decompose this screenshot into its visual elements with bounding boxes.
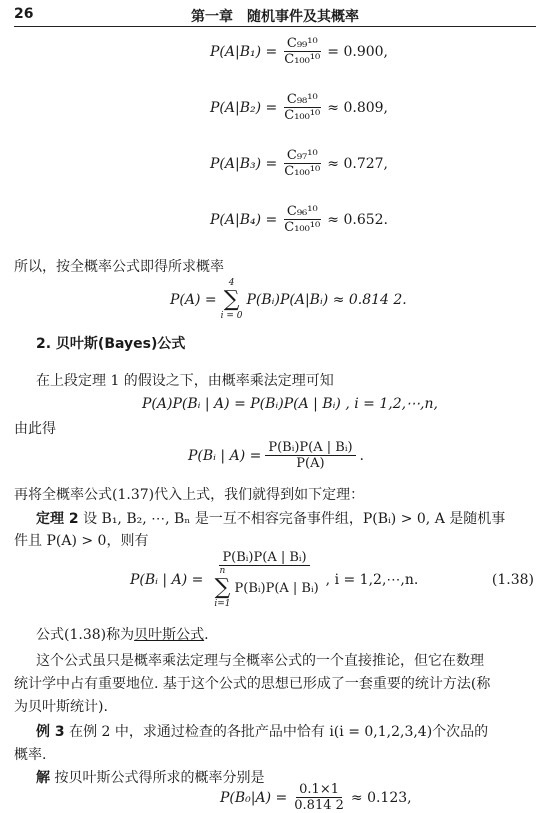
numerator: P(Bᵢ)P(A | Bᵢ) xyxy=(265,440,355,456)
denominator: C₁₀₀¹⁰ xyxy=(284,220,321,235)
equation-lhs: P(A|B₄) = xyxy=(210,211,278,228)
equation-rhs: P(Bᵢ)P(A|Bᵢ) ≈ 0.814 2. xyxy=(246,292,407,308)
equation-pab3 xyxy=(210,148,388,179)
equation-total-probability xyxy=(170,278,407,322)
equation-lhs: P(B₀|A) = xyxy=(220,789,288,806)
example-label: 例 3 xyxy=(36,724,65,740)
denominator: P(A) xyxy=(296,456,325,471)
fraction xyxy=(281,36,323,67)
numerator: C₉₇¹⁰ xyxy=(284,148,321,164)
sum-upper-limit: n xyxy=(219,566,226,576)
denominator: C₁₀₀¹⁰ xyxy=(284,164,321,179)
numerator: C₉₈¹⁰ xyxy=(284,92,321,108)
sigma-symbol: ∑ xyxy=(223,287,240,312)
section-heading: 2. 贝叶斯(Bayes)公式 xyxy=(36,336,186,352)
header-rule xyxy=(14,26,536,27)
summation xyxy=(221,278,243,322)
page-number: 26 xyxy=(14,6,34,22)
equation-result: ≈ 0.727, xyxy=(327,155,388,172)
example-line-2: 概率. xyxy=(14,747,47,763)
theorem-line-1 xyxy=(36,510,505,528)
fraction xyxy=(281,204,323,235)
equation-result: = 0.900, xyxy=(327,43,388,60)
formula-name-line xyxy=(36,626,209,644)
example-text: 在例 2 中，求通过检查的各批产品中恰有 i(i = 0,1,2,3,4)个次品的 xyxy=(69,724,489,740)
numerator: P(Bᵢ)P(A | Bᵢ) xyxy=(219,550,309,566)
sigma-symbol: ∑ xyxy=(214,575,231,600)
fraction xyxy=(265,440,355,471)
equation-pab4 xyxy=(210,204,388,235)
formula-name-suffix: . xyxy=(204,627,209,643)
text-hence: 由此得 xyxy=(14,421,56,437)
equation-tail: , i = 1,2,⋯,n. xyxy=(325,572,419,588)
fraction xyxy=(281,92,323,123)
numerator: C₉₉¹⁰ xyxy=(284,36,321,52)
denominator: 0.814 2 xyxy=(294,798,344,813)
formula-name-term: 贝叶斯公式 xyxy=(134,627,205,643)
solution-text: 按贝叶斯公式得所求的概率分别是 xyxy=(54,770,265,786)
page-header xyxy=(14,4,536,26)
numerator: 0.1×1 xyxy=(296,782,342,798)
fraction xyxy=(281,148,323,179)
equation-pb0 xyxy=(220,782,412,813)
example-line-1 xyxy=(36,723,488,741)
theorem-label: 定理 2 xyxy=(36,511,79,527)
equation-bayes-formula xyxy=(130,550,550,610)
theorem-line-2: 件且 P(A) > 0，则有 xyxy=(14,533,149,549)
theorem-text: 设 B₁, B₂, ⋯, Bₙ 是一互不相容完备事件组，P(Bᵢ) > 0, A 是随机事 xyxy=(83,511,506,527)
equation-lhs: P(A|B₂) = xyxy=(210,99,278,116)
equation-result: ≈ 0.809, xyxy=(327,99,388,116)
fraction xyxy=(291,782,347,813)
text-total-prob-intro: 所以，按全概率公式即得所求概率 xyxy=(14,259,224,275)
equation-lhs: P(A) = xyxy=(170,292,217,308)
denominator: C₁₀₀¹⁰ xyxy=(284,52,321,67)
summation xyxy=(214,566,230,610)
equation-lhs: P(Bᵢ | A) = xyxy=(188,447,262,464)
equation-lhs: P(Bᵢ | A) = xyxy=(130,572,204,588)
numerator: C₉₆¹⁰ xyxy=(284,204,321,220)
fraction xyxy=(207,550,321,610)
text-substitute: 再将全概率公式(1.37)代入上式，我们就得到如下定理： xyxy=(14,487,365,503)
equation-lhs: P(A|B₃) = xyxy=(210,155,278,172)
text-intro-product: 在上段定理 1 的假设之下，由概率乘法定理可知 xyxy=(36,373,334,389)
equation-pab2 xyxy=(210,92,388,123)
sum-upper-limit: 4 xyxy=(228,278,235,288)
equation-bayes-simple xyxy=(188,440,364,471)
paragraph-line-3: 为贝叶斯统计). xyxy=(14,699,108,715)
equation-product: P(A)P(Bᵢ | A) = P(Bᵢ)P(A | Bᵢ) , i = 1,2,⋯,n, xyxy=(142,396,438,412)
denominator: C₁₀₀¹⁰ xyxy=(284,108,321,123)
equation-lhs: P(A|B₁) = xyxy=(210,43,278,60)
denominator xyxy=(207,566,321,610)
chapter-title: 第一章 随机事件及其概率 xyxy=(191,9,359,25)
equation-tail: . xyxy=(359,447,364,464)
equation-result: ≈ 0.123, xyxy=(350,789,412,806)
paragraph-line-2: 统计学中占有重要地位. 基于这个公式的思想已形成了一套重要的统计方法(称 xyxy=(14,676,491,692)
denominator-term: P(Bᵢ)P(A | Bᵢ) xyxy=(234,580,319,596)
formula-name-prefix: 公式(1.38)称为 xyxy=(36,627,135,643)
solution-label: 解 xyxy=(36,770,50,786)
equation-pab1 xyxy=(210,36,388,67)
sum-lower-limit: i=1 xyxy=(214,599,231,609)
equation-result: ≈ 0.652. xyxy=(327,211,388,228)
equation-number: (1.38) xyxy=(491,572,534,588)
sum-lower-limit: i = 0 xyxy=(220,311,243,321)
paragraph-line-1: 这个公式虽只是概率乘法定理与全概率公式的一个直接推论，但它在数理 xyxy=(36,653,484,669)
